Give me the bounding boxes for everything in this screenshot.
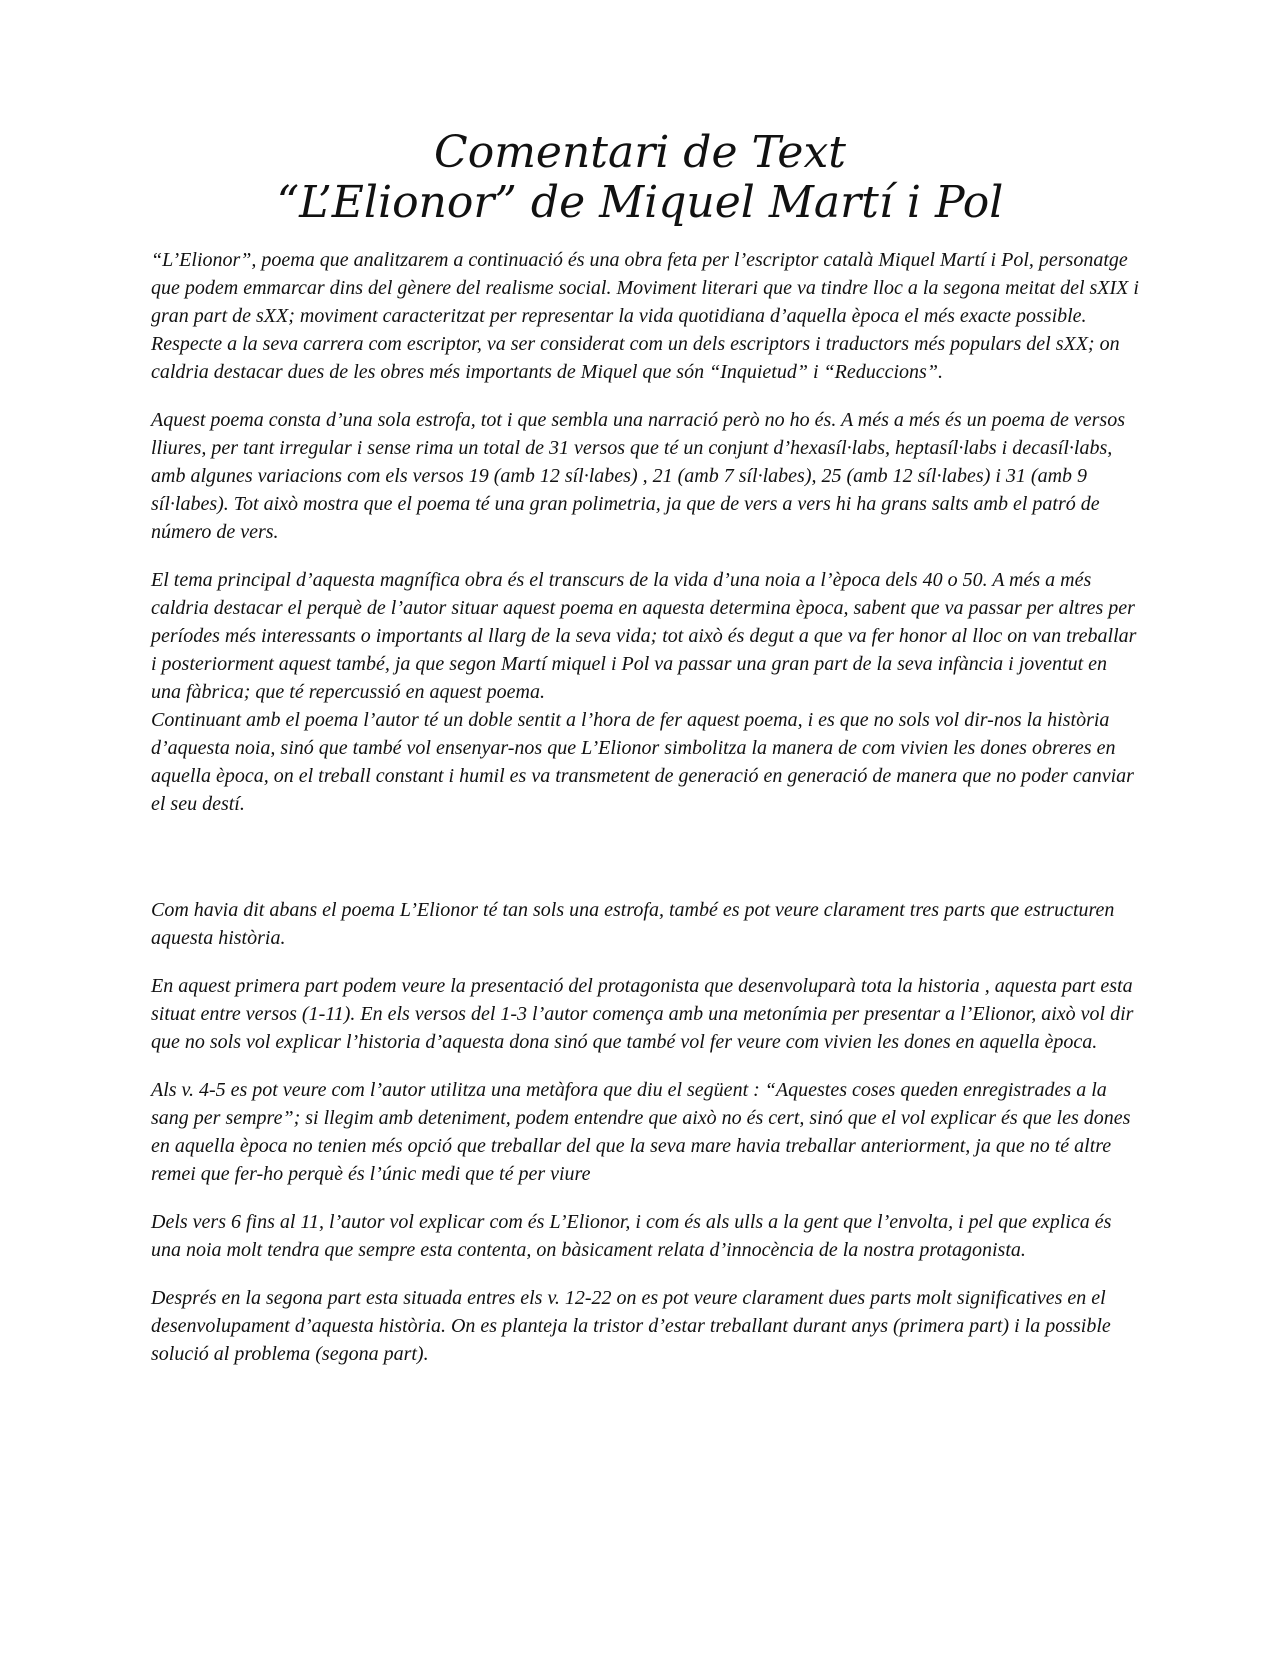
paragraph-metrics: Aquest poema consta d’una sola estrofa, tot i que sembla una narració però no ho és. A més a més és un poema de versos lliures, per tant irregular i sense rima un total de 31 versos que té un conjunt d’hexasíl·labs, heptasíl·labs i decasíl·labs, amb algunes variacions com els versos 19 (amb 12 síl·labes) , 21 (amb 7 síl·labes), 25 (amb 12 síl·labes) i 31 (amb 9 síl·labes). Tot això mostra que el poema té una gran polimetria, ja que de vers a vers hi ha grans salts amb el patró de número de vers.: [151, 409, 1125, 543]
paragraph-first-part: En aquest primera part podem veure la presentació del protagonista que desenvoluparà tota la historia , aquesta part esta situat entre versos (1-11). En els versos del 1-3 l’autor comença amb una metonímia per presentar a l’Elionor, això vol dir que no sols vol explicar l’historia d’aquesta dona sinó que també vol fer veure com vivien les dones en aquella època.: [151, 975, 1134, 1053]
document-body: [151, 246, 1141, 1388]
paragraph-second-part: Després en la segona part esta situada entres els v. 12-22 on es pot veure clarament dues parts molt significatives en el desenvolupament d’aquesta història. On es planteja la tristor d’estar treballant durant anys (primera part) i la possible solució al problema (segona part).: [151, 1287, 1111, 1365]
paragraph-verses-6-11: Dels vers 6 fins al 11, l’autor vol explicar com és L’Elionor, i com és als ulls a la gent que l’envolta, i pel que explica és una noia molt tendra que sempre esta contenta, on bàsicament relata d’innocència de la nostra protagonista.: [151, 1211, 1112, 1261]
document-title: [0, 128, 1280, 228]
paragraph-intro: “L’Elionor”, poema que analitzarem a continuació és una obra feta per l’escriptor català Miquel Martí i Pol, personatge que podem emmarcar dins del gènere del realisme social. Moviment literari que va tindre lloc a la segona meitat del sXIX i gran part de sXX; moviment caracteritzat per representar la vida quotidiana d’aquella època el més exacte possible. Respecte a la seva carrera com escriptor, va ser considerat com un dels escriptors i traductors més populars del sXX; on caldria destacar dues de les obres més importants de Miquel que són “Inquietud” i “Reduccions”.: [151, 249, 1139, 383]
title-line-1: Comentari de Text: [434, 127, 846, 178]
paragraph-double-meaning: Continuant amb el poema l’autor té un doble sentit a l’hora de fer aquest poema, i es que no sols vol dir-nos la història d’aquesta noia, sinó que també vol ensenyar-nos que L’Elionor simbolitza la manera de com vivien les dones obreres en aquella època, on el treball constant i humil es va transmetent de generació en generació de manera que no poder canviar el seu destí.: [151, 709, 1134, 815]
paragraph-metaphor: Als v. 4-5 es pot veure com l’autor utilitza una metàfora que diu el següent : “Aquestes coses queden enregistrades a la sang per sempre”; si llegim amb deteniment, podem entendre que això no és cert, sinó que el vol explicar és que les dones en aquella època no tenien més opció que treballar del que la seva mare havia treballar anteriorment, ja que no té altre remei que fer-ho perquè és l’únic medi que té per viure: [151, 1079, 1131, 1185]
paragraph-theme: El tema principal d’aquesta magnífica obra és el transcurs de la vida d’una noia a l’època dels 40 o 50. A més a més caldria destacar el perquè de l’autor situar aquest poema en aquesta determina època, sabent que va passar per altres per períodes més interessants o importants al llarg de la seva vida; tot això és degut a que va fer honor al lloc on van treballar i posteriorment aquest també, ja que segon Martí miquel i Pol va passar una gran part de la seva infància i joventut en una fàbrica; que té repercussió en aquest poema.: [151, 569, 1137, 703]
title-line-2: “L’Elionor” de Miquel Martí i Pol: [276, 177, 1004, 228]
paragraph-structure: Com havia dit abans el poema L’Elionor té tan sols una estrofa, també es pot veure clarament tres parts que estructuren aquesta història.: [151, 899, 1115, 949]
